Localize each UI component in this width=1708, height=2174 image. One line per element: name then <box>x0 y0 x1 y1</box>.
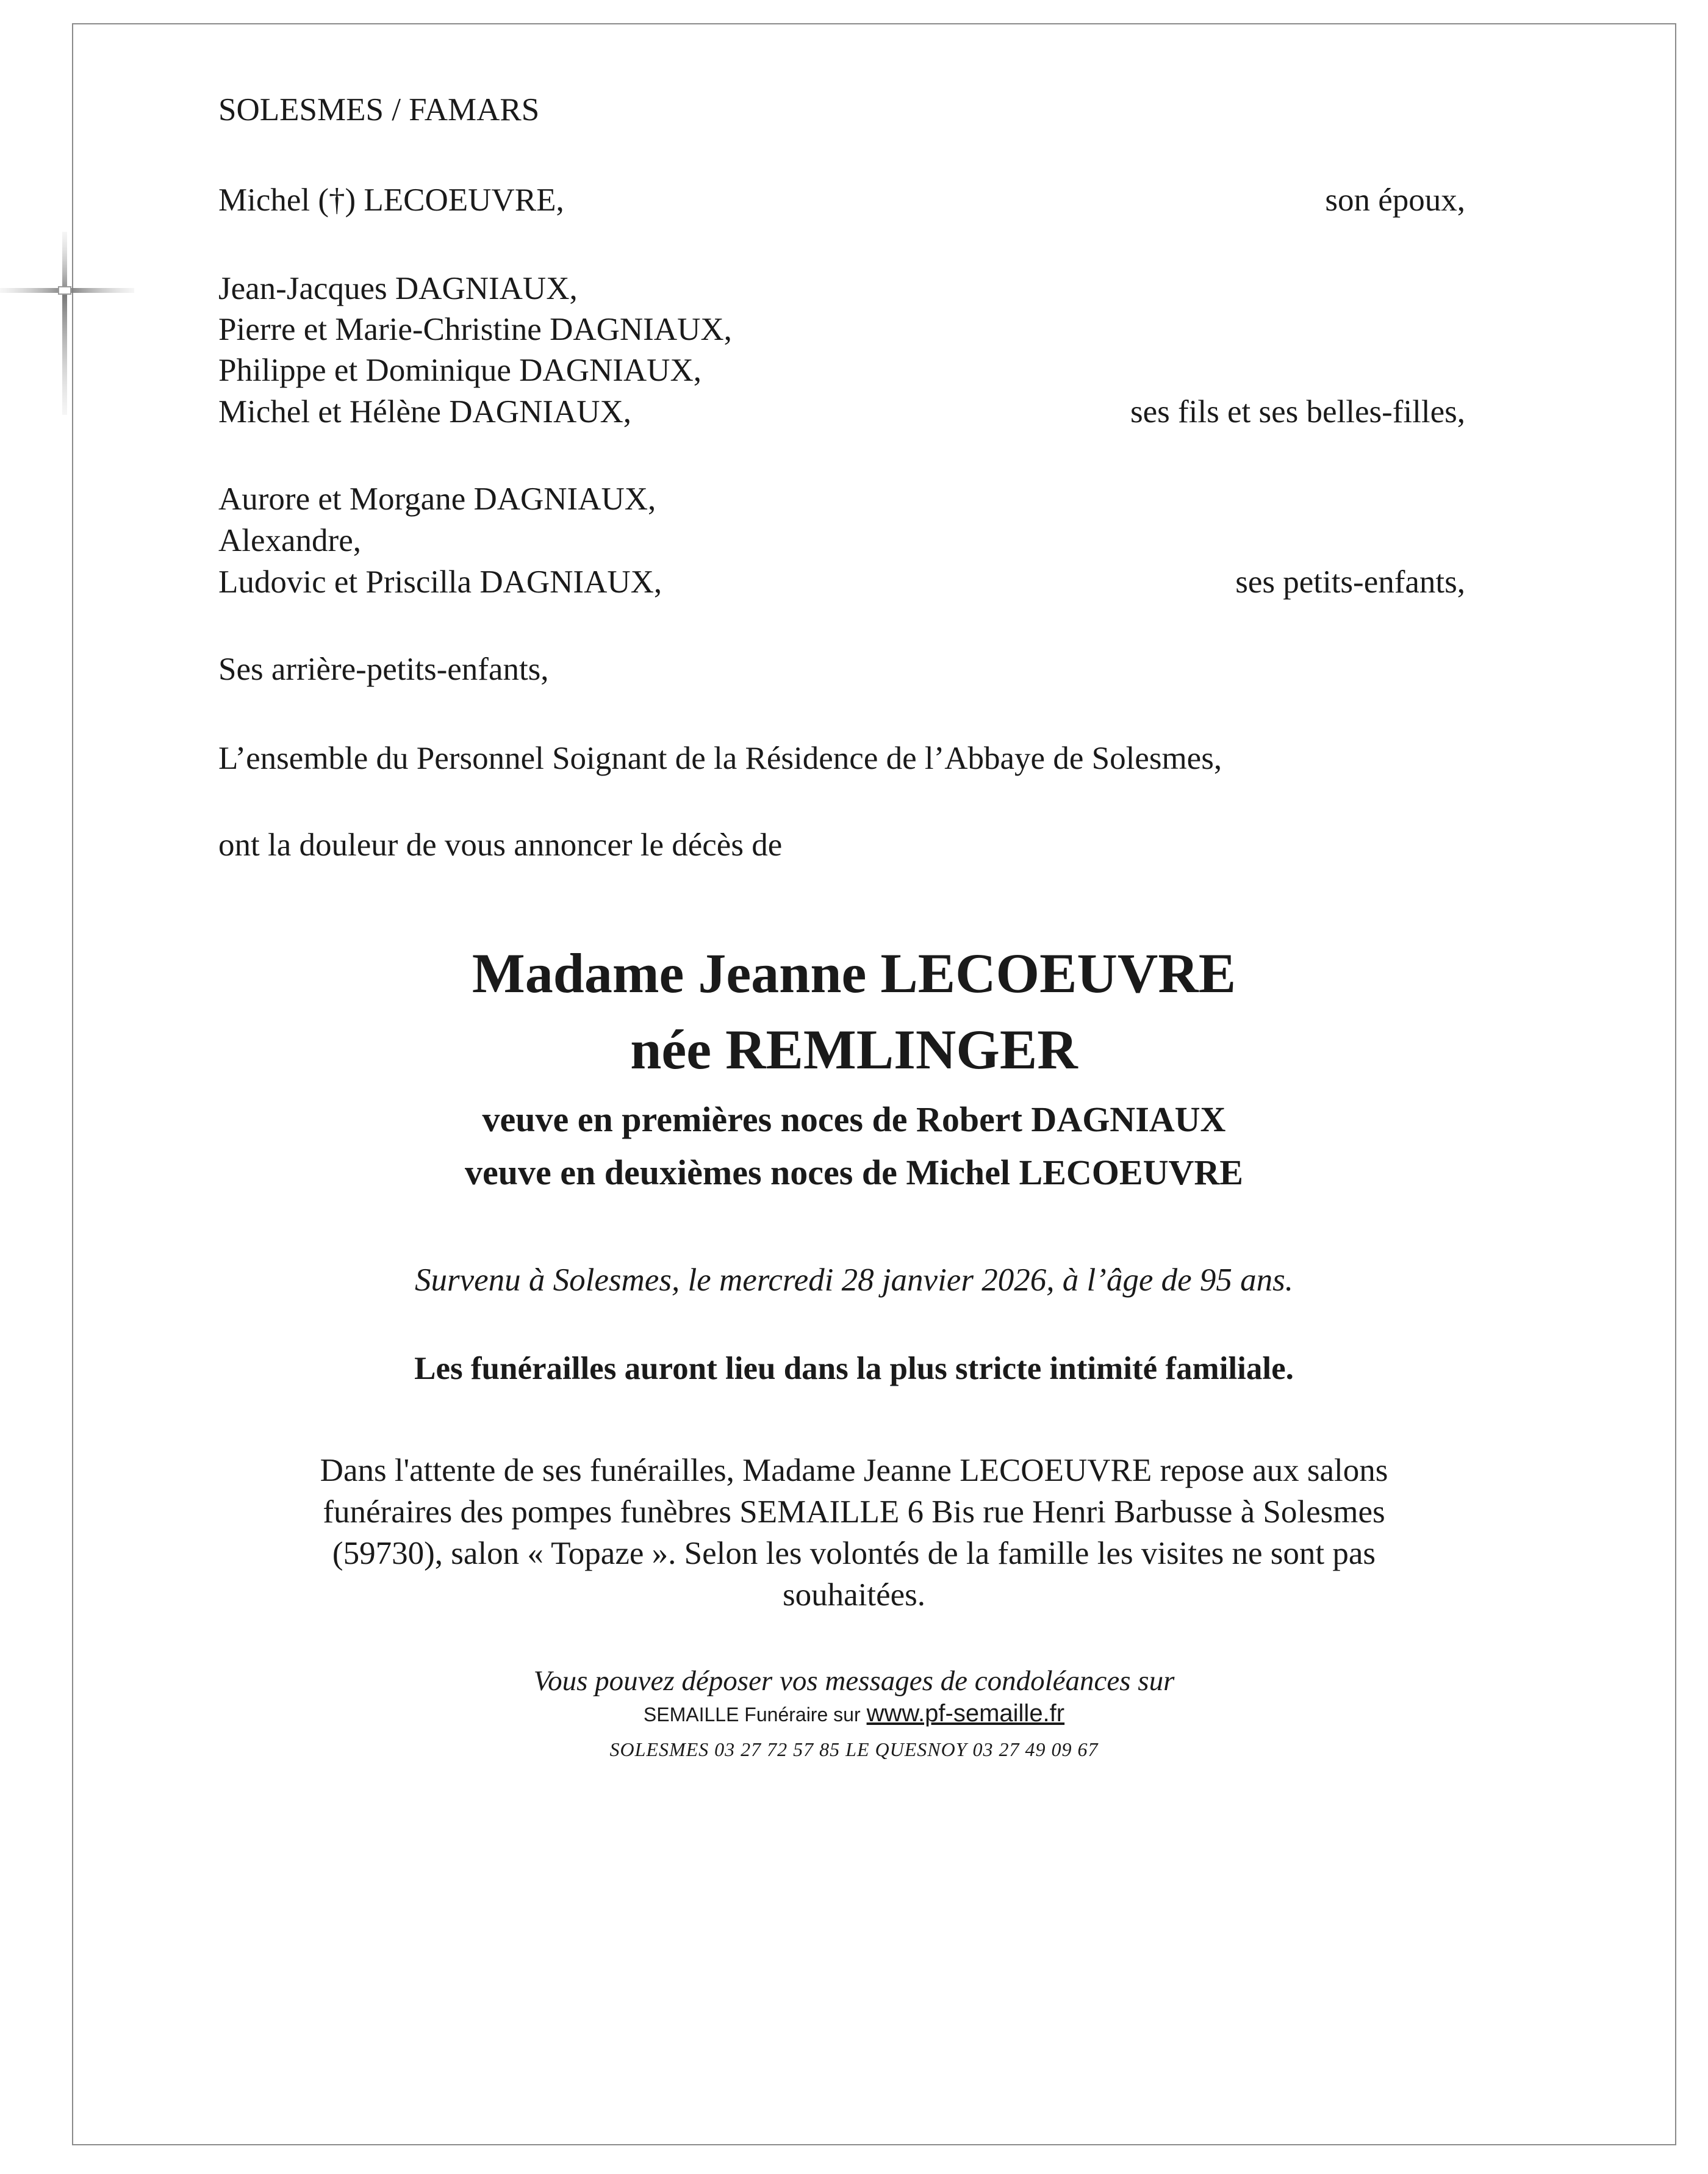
spouse-relation: son époux, <box>1325 182 1465 218</box>
grandchild-name: Alexandre, <box>218 523 361 558</box>
child-name: Michel et Hélène DAGNIAUX, <box>218 394 632 430</box>
cross-icon <box>0 232 140 433</box>
deceased-name: Madame Jeanne LECOEUVRE <box>472 942 1236 1004</box>
child-name: Pierre et Marie-Christine DAGNIAUX, <box>218 312 732 347</box>
website-link[interactable]: www.pf-semaille.fr <box>866 1700 1065 1727</box>
grandchild-name: Ludovic et Priscilla DAGNIAUX, <box>218 564 662 600</box>
deceased-maiden-name: née REMLINGER <box>630 1018 1078 1081</box>
rest-paragraph-line: (59730), salon « Topaze ». Selon les volontés de la famille les visites ne sont pas <box>332 1536 1376 1571</box>
funeral-notice: Les funérailles auront lieu dans la plus stricte intimité familiale. <box>414 1351 1294 1386</box>
rest-paragraph-line: funéraires des pompes funèbres SEMAILLE 6 Bis rue Henri Barbusse à Solesmes <box>323 1494 1385 1530</box>
grandchild-name: Aurore et Morgane DAGNIAUX, <box>218 481 656 517</box>
rest-paragraph-line: souhaitées. <box>782 1577 926 1613</box>
second-marriage: veuve en deuxièmes noces de Michel LECOEUVRE <box>465 1153 1243 1192</box>
announcement-text: ont la douleur de vous annoncer le décès de <box>218 827 783 863</box>
condolences-text: Vous pouvez déposer vos messages de condoléances sur <box>533 1665 1175 1697</box>
grandchildren-relation: ses petits-enfants, <box>1235 564 1465 600</box>
children-relation: ses fils et ses belles-filles, <box>1130 394 1465 430</box>
first-marriage: veuve en premières noces de Robert DAGNIAUX <box>482 1100 1226 1139</box>
spouse-name: Michel (†) LECOEUVRE, <box>218 182 564 218</box>
phone-numbers: SOLESMES 03 27 72 57 85 LE QUESNOY 03 27 49 09 67 <box>609 1738 1099 1760</box>
location-header: SOLESMES / FAMARS <box>218 92 540 128</box>
care-staff: L’ensemble du Personnel Soignant de la Résidence de l’Abbaye de Solesmes, <box>218 741 1222 776</box>
rest-paragraph-line: Dans l'attente de ses funérailles, Madame Jeanne LECOEUVRE repose aux salons <box>320 1453 1388 1488</box>
semaille-line <box>0 1701 1708 1727</box>
child-name: Jean-Jacques DAGNIAUX, <box>218 271 578 306</box>
company-label: SEMAILLE Funéraire sur <box>643 1704 861 1726</box>
death-info: Survenu à Solesmes, le mercredi 28 janvier 2026, à l’âge de 95 ans. <box>414 1262 1294 1298</box>
child-name: Philippe et Dominique DAGNIAUX, <box>218 353 702 388</box>
great-grandchildren: Ses arrière-petits-enfants, <box>218 652 549 687</box>
